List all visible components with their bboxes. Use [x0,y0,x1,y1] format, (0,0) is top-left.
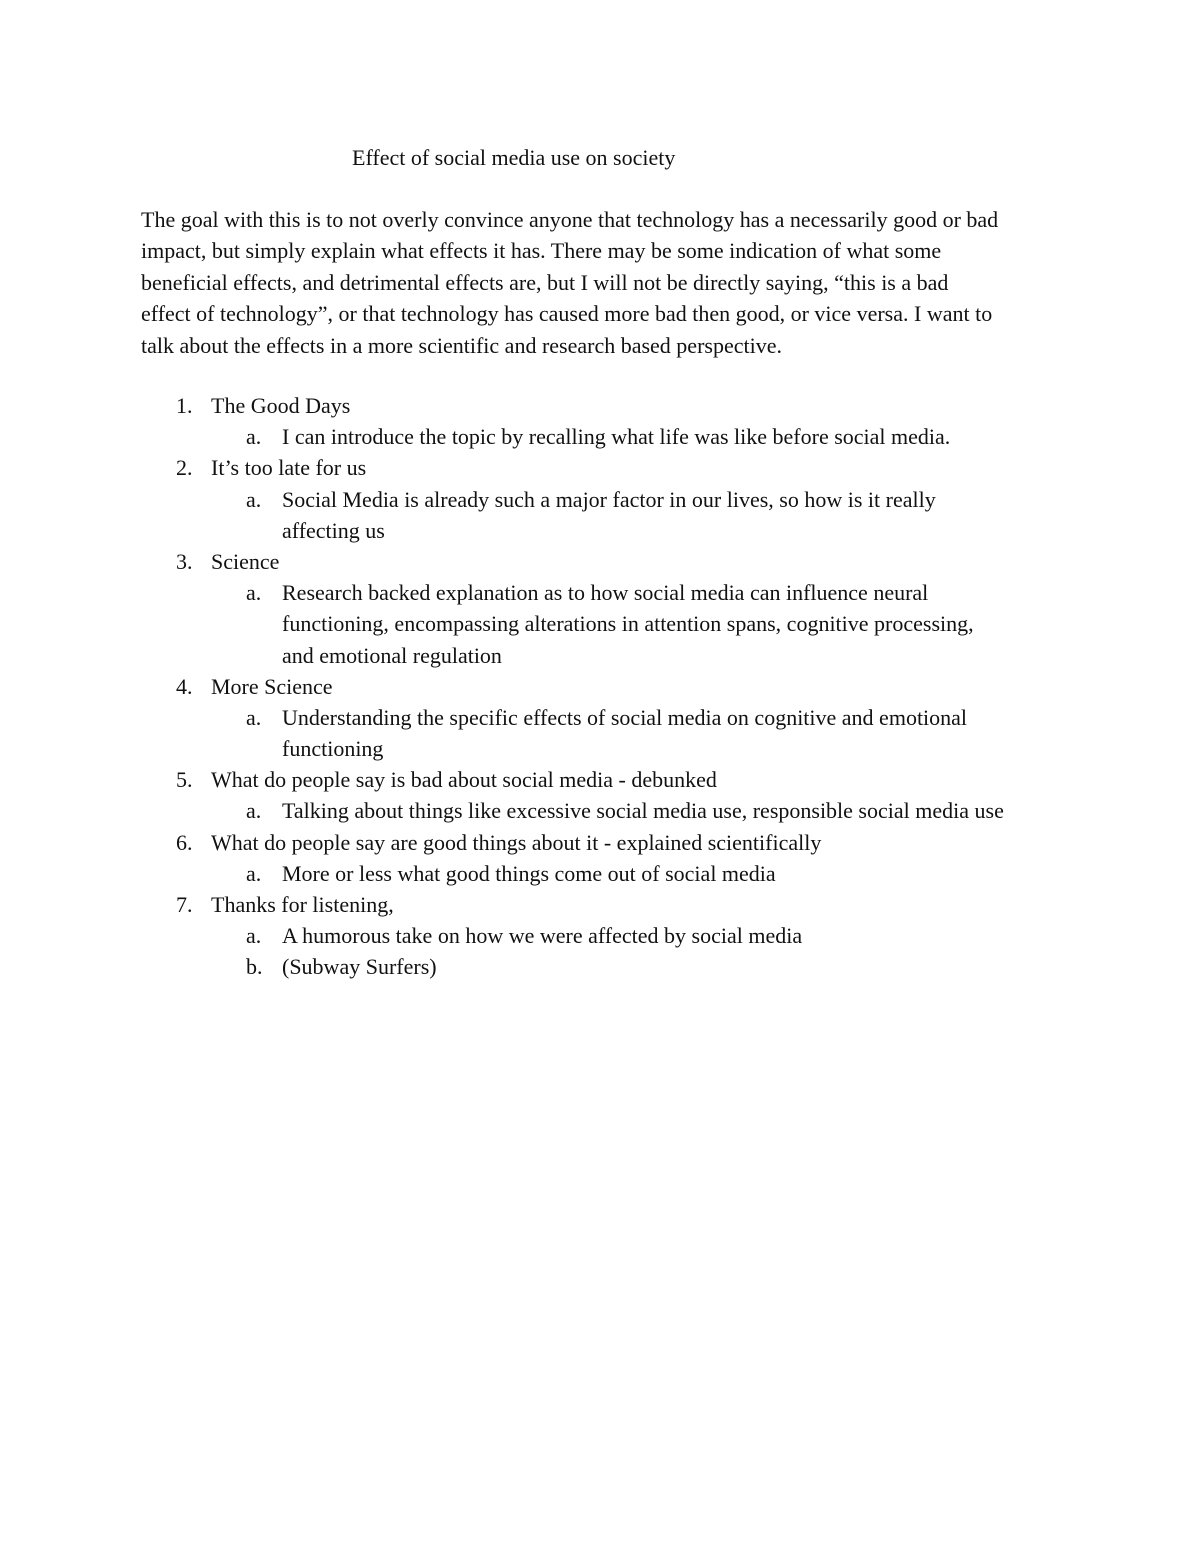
outline-subitem-line: affecting us [282,517,385,543]
outline-item-number: 7. [176,892,193,917]
intro-line: The goal with this is to not overly convince anyone that technology has a necessarily good or bad [141,207,999,232]
outline-subitem [0,795,1200,826]
outline-subitem-line: Social Media is already such a major factor in our lives, so how is it really [282,486,936,512]
outline-subitem-text [282,702,1072,764]
outline-subitem-letter: a. [246,923,262,949]
intro-line: beneficial effects, and detrimental effects are, but I will not be directly saying, “this is a bad [141,269,949,295]
outline-subitem-line: Research backed explanation as to how social media can influence neural [282,580,929,606]
outline-subitem-line: More or less what good things come out of social media [282,860,776,886]
intro-paragraph [141,204,1071,361]
outline-item-number: 1. [176,393,193,418]
outline-item [0,390,1200,452]
outline-subitem [0,484,1200,546]
outline-item-label: Thanks for listening, [211,892,394,917]
outline-item-label: What do people say is bad about social media - debunked [211,767,717,793]
outline-subitem-letter: a. [246,704,262,730]
outline-subitem-line: I can introduce the topic by recalling what life was like before social media. [282,424,951,450]
intro-line: impact, but simply explain what effects it has. There may be some indication of what some [141,238,942,264]
outline-item-label: What do people say are good things about it - explained scientifically [211,829,822,855]
outline-subitem-line: functioning [282,736,384,762]
outline-subitem-letter: a. [246,860,262,886]
outline-subitem-text [282,421,1072,452]
outline-item-row [0,390,1200,421]
outline-list [0,390,1200,983]
outline-subitem-text [282,920,1072,951]
outline-item [0,546,1200,671]
outline-subitem-text [282,795,1072,826]
outline-subitem-letter: a. [246,424,262,450]
outline-subitem-letter: b. [246,954,263,980]
outline-subitem-line: functioning, encompassing alterations in attention spans, cognitive processing, [282,611,974,637]
outline-item-row [0,546,1200,577]
outline-subitem-letter: a. [246,580,262,606]
document-title: Effect of social media use on society [352,145,676,170]
outline-item-label: The Good Days [211,393,351,418]
outline-subitem-letter: a. [246,798,262,824]
outline-item [0,764,1200,826]
outline-item-row [0,671,1200,702]
outline-item [0,452,1200,546]
outline-item-number: 2. [176,455,193,481]
outline-subitem-line: Understanding the specific effects of social media on cognitive and emotional [282,704,968,730]
outline-subitem [0,920,1200,951]
outline-subitem [0,577,1200,671]
outline-item [0,827,1200,889]
outline-item-row [0,764,1200,795]
outline-subitem-letter: a. [246,486,262,512]
outline-item-number: 4. [176,673,193,699]
outline-subitem-line: and emotional regulation [282,642,502,668]
outline-subitem-text [282,484,1072,546]
outline-item [0,671,1200,765]
outline-item-row [0,452,1200,483]
outline-subitem [0,858,1200,889]
outline-item-number: 3. [176,548,193,574]
outline-item-label: More Science [211,673,333,699]
outline-subitem-text [282,858,1072,889]
outline-item-label: Science [211,548,280,574]
outline-item-label: It’s too late for us [211,455,367,481]
outline-item-number: 6. [176,829,193,855]
outline-item-number: 5. [176,767,193,793]
outline-subitem-text [282,951,1072,982]
outline-item [0,889,1200,983]
outline-subitem [0,702,1200,764]
outline-subitem-line: A humorous take on how we were affected by social media [282,923,803,949]
intro-line: talk about the effects in a more scientific and research based perspective. [141,332,782,358]
outline-subitem [0,951,1200,982]
outline-subitem-line: Talking about things like excessive social media use, responsible social media use [282,798,1004,824]
intro-line: effect of technology”, or that technology has caused more bad then good, or vice versa. I want to [141,301,993,327]
outline-subitem [0,421,1200,452]
outline-item-row [0,827,1200,858]
outline-item-row [0,889,1200,920]
outline-subitem-line: (Subway Surfers) [282,954,437,980]
outline-subitem-text [282,577,1072,671]
